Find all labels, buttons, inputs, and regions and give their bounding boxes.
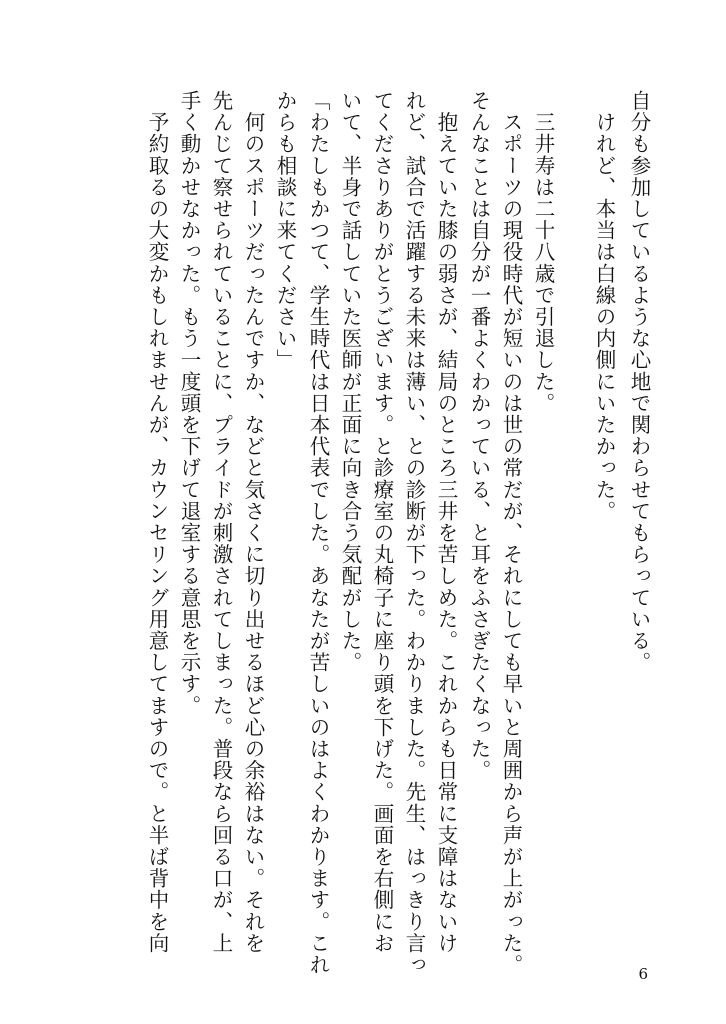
text-column: 「わたしもかつて、学生時代は日本代表でした。あなたが苦しいのはよくわかります。これ [306, 90, 330, 976]
text-column: 手く動かせなかった。もう一度頭を下げて退室する意思を示す。 [177, 90, 201, 717]
text-column: 何のスポーツだったんですか、などと気さくに切り出せるほど心の余裕はない。それを [241, 90, 265, 954]
text-column: そんなことは自分が一番よくわかっている、と耳をふさぎたくなった。 [467, 90, 491, 782]
page-number: 6 [638, 965, 648, 983]
text-column: 抱えていた膝の弱さが、結局のところ三井を苦しめた。これからも日常に支障はないけ [434, 90, 458, 954]
text-column: てくださりありがとうございます。と診療室の丸椅子に座り頭を下げた。画面を右側にお [370, 90, 394, 954]
text-column: いて、半身で話していた医師が正面に向き合う気配がした。 [338, 90, 362, 674]
text-column: からも相談に来てください」 [273, 90, 297, 371]
text-column: れど、試合で活躍する未来は薄い、との診断が下った。わかりました。先生、はっきり言っ [402, 90, 426, 976]
text-column: 三井寿は二十八歳で引退した。 [531, 90, 555, 414]
text-column: けれど、本当は白線の内側にいたかった。 [592, 90, 616, 522]
text-column: スポーツの現役時代が短いのは世の常だが、それにしても早いと周囲から声が上がった。 [499, 90, 523, 976]
text-column: 先んじて察せられていることに、プライドが刺激されてしまった。普段なら回る口が、上 [209, 90, 233, 954]
text-column: 自分も参加しているような心地で関わらせてもらっている。 [627, 90, 651, 674]
text-column: 予約取るの大変かもしれませんが、カウンセリング用意してますので。と半ば背中を向 [145, 90, 169, 954]
